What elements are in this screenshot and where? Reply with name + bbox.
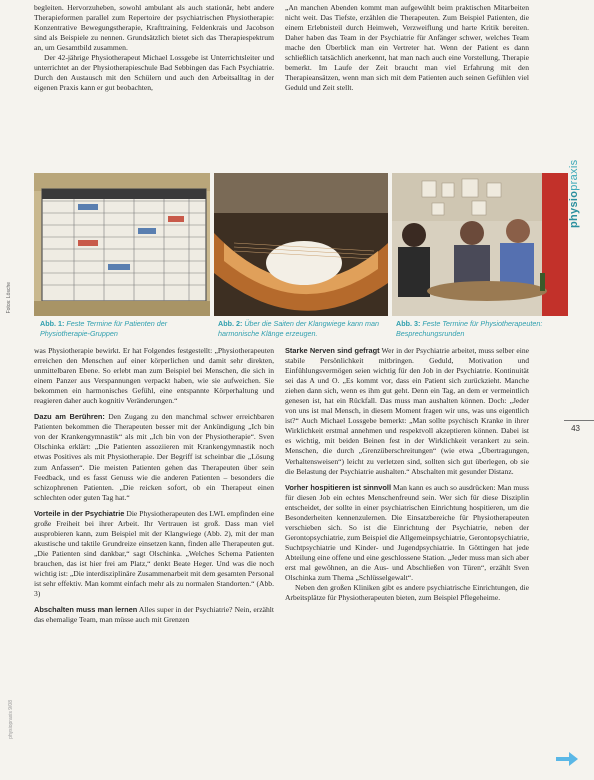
page-number: 43 (571, 424, 580, 433)
section-heading: Dazu am Berühren: (34, 412, 105, 422)
article-top-right-column (285, 3, 529, 93)
photo-1 (34, 173, 210, 316)
section-heading: Abschalten muss man lernen (34, 605, 138, 615)
paragraph: begleiten. Hervorzuheben, sowohl ambulant als auch stationär, hebt andere Therapieformen parallel zum Repertoire der psychiatrischen Physiotherapie: Konzentrative Bewegungstherapie, Krafttraining, Feldenkrais und Jacobson sind als Beispiele zu nennen. Grundsätzlich bietet sich das Therapiespektrum an, um Gesamtbild zusammen. (34, 3, 274, 53)
article-bottom-left-column (34, 346, 274, 625)
paragraph: was Physiotherapie bewirkt. Er hat Folgendes festgestellt: „Physiotherapeuten erreichen den Menschen auf einer körperlichen und damit sehr direkten, unmittelbaren Ebene. So erlebt man zum Beispiel bei Menschen, die sich in einem Panzer aus Verspannungen verpackt haben, wie sie aufweichen. Sie bekommen ein harmonisches Gefühl, eine entspannte Körperhaltung und reagieren daher auch kognitiv Veränderungen.“ (34, 346, 274, 406)
issue-credit: physiopraxis 9/08 (8, 700, 14, 739)
section-heading: Starke Nerven sind gefragt (285, 346, 380, 355)
paragraph: Dazu am Berühren: Den Zugang zu den manchmal schwer erreichbaren Patienten bekommen die Therapeuten besser mit der Ankündigung „Ich bin von der Krankengymnastik“ als mit „Ich bin von der Physiotherapie“. Sven Olschinka erklärt: „Die Patienten assoziieren mit Krankengymnastik noch etwas Positives als mit Physiotherapie. Der Begriff ist scheinbar die „Lösung zum Anfassen“. Die meisten Patienten gehen das Therapeuten über sein Feedback, und es fasst Genuss wie die anderen Patienten – besonders die schizophrenen Patienten. „Die reicken sofort, ob ein Therapeut einen schlechten oder guten Tag hat.“ (34, 412, 275, 502)
photo-3 (392, 173, 568, 316)
paragraph: Vorteile in der Psychiatrie Die Physiotherapeuten des LWL empfinden eine große Freiheit bei ihrer Arbeit. Ihr Vertrauen ist groß. Dass man viel ausprobieren kann, zum Beispiel mit der Klangwiege (Abb. 2), mit der man akustische und taktile Grundreize einsetzen kann, finden alle Therapeuten gut. „Die Patienten sind dankbar,“ sagt Olschinka. „Welches Schema Patienten brauchen, das ist hier frei am Platz,“ denkt Beate Heger. Und was die noch wichtig ist: „Die interdisziplinäre Zusammenarbeit mit dem gesamten Personal ist sehr effektiv. Man kommt einfach mehr als zu normalen Standorten.“ (Abb. 3) (34, 508, 274, 599)
paragraph: Vorher hospitieren ist sinnvoll Man kann es auch so ausdrücken: Man muss für diesen Job ein echtes Menschenfreund sein. Wer sich für diese Disziplin entscheidet, der sollte in einer psychiatrischen Einrichtung hospitieren, um die Besonderheiten kennenzulernen. Die Einsatzbereiche für Physiotherapeuten verschieben sich. So ist die Einrichtung der Psychiatrie, neben der Gerontopsychiatrie, zum Beispiel die Allgemeinpsychiatrie, Gerontopsychiatrie, Suchtpsychiatrie und Kinder- und Jugendpsychiatrie. In Göttingen hat jede Abteilung eine offene und eine geschlossene Station. „Jeder muss man sich aber erst mal gewöhnen, an die Aus- und Abschließen von Türen“, erzählt Sven Olschinka zum Thema „Schlüsselgewalt“. (285, 482, 529, 583)
paragraph: „An manchen Abenden kommt man aufgewühlt beim praktischen Mitarbeiten nicht weit. Das Tiefste, erzählen die Therapeuten. Zum Beispiel Patienten, die einem Erlebnisteil durch Heimweh, Verzweiflung und harte Kritik bereiten. Daher haben das Team in der Psychiatrie für Anfänger schwer, welches Team mache den Überblick man ein Vertreter hat. Wenn der Patient es dann schließlich tatsächlich anerkennt, hat man nach auch eine Vorstellung, Therapie bemerkt. Im Laufe der Zeit braucht man viel Erfahrung mit den Therapieansätzen, wenn man sich mit dem Patienten auch seinen Gefühlen viel Geduld und Zeit stellt. (285, 3, 529, 93)
caption-2: Abb. 2: Über die Saiten der Klangwiege kann man harmonische Klänge erzeugen. (218, 319, 380, 338)
photo-credit: Fotos: Lösche (6, 282, 12, 314)
article-bottom-right-column (285, 346, 529, 603)
brand-logo: physiopraxis (568, 159, 580, 228)
paragraph: Abschalten muss man lernen Alles super in der Psychiatrie? Nein, erzählt das ehemalige Team, man müsse auch mit Grenzen (34, 605, 274, 625)
paragraph: Der 42-jährige Physiotherapeut Michael Lossgebe ist Unterrichtsleiter und unterrichtet an der Physiotherapieschule Bad Sebbingen das Fach Psychiatrie. Durch den Austausch mit den Schülern und auch den Arbeitsalltag in der eigenen Praxis kann er gut beobachten, (34, 53, 274, 93)
paragraph: Neben den großen Kliniken gibt es andere psychiatrische Einrichtungen, die Arbeitsplätze für Physiotherapeuten bieten, zum Beispiel Pflegeheime. (285, 583, 529, 603)
article-top-left-column (34, 3, 274, 93)
photo-2 (214, 173, 388, 316)
caption-3: Abb. 3: Feste Termine für Physiotherapeuten: Besprechungsrunden (396, 319, 543, 338)
paragraph: Starke Nerven sind gefragt Wer in der Psychiatrie arbeitet, muss selber eine stabile Persönlichkeit mitbringen. Geduld, Motivation und Einfühlungsvermögen seien wichtig für den Job in der Psychiatrie. Kontinuität sei das A und O. „Es kommt vor, dass ein Patient sich zurückzieht. Manche ziehen dann sich, wenn es ihm gut geht. Denn ein Tag, an dem er vermeintlich genesen ist, hat ein Rückfall. Das muss man aushalten können. Doch: „Jeder von uns ist mal Mensch, in diesem Moment fragen wir uns, was uns eigentlich ist?“ Auch Michael Lossgebe bemerkt: „Man sollte psychisch Kranke in ihrer Wirklichkeit erstmal annehmen und respektvoll akzeptieren können. Dabei ist es wichtig, mit beiden Beinen fest in der Wirklichkeit verankert zu sein. Menschen, die durch „Grenzüberschreitungen“ (wie etwa „Übertragungen, Verhaltensweisen“) leicht zu verletzen sind, sollten sich gut überlegen, ob sie die Belastung der Psychiatrie aushalten.“ Abschalten mit gesunder Distanz. (285, 346, 529, 476)
section-heading: Vorher hospitieren ist sinnvoll (285, 482, 391, 492)
section-heading: Vorteile in der Psychiatrie (34, 508, 125, 518)
caption-1: Abb. 1: Feste Termine für Patienten der Physiotherapie-Gruppen (40, 319, 168, 338)
next-page-arrow-icon[interactable] (556, 752, 578, 766)
